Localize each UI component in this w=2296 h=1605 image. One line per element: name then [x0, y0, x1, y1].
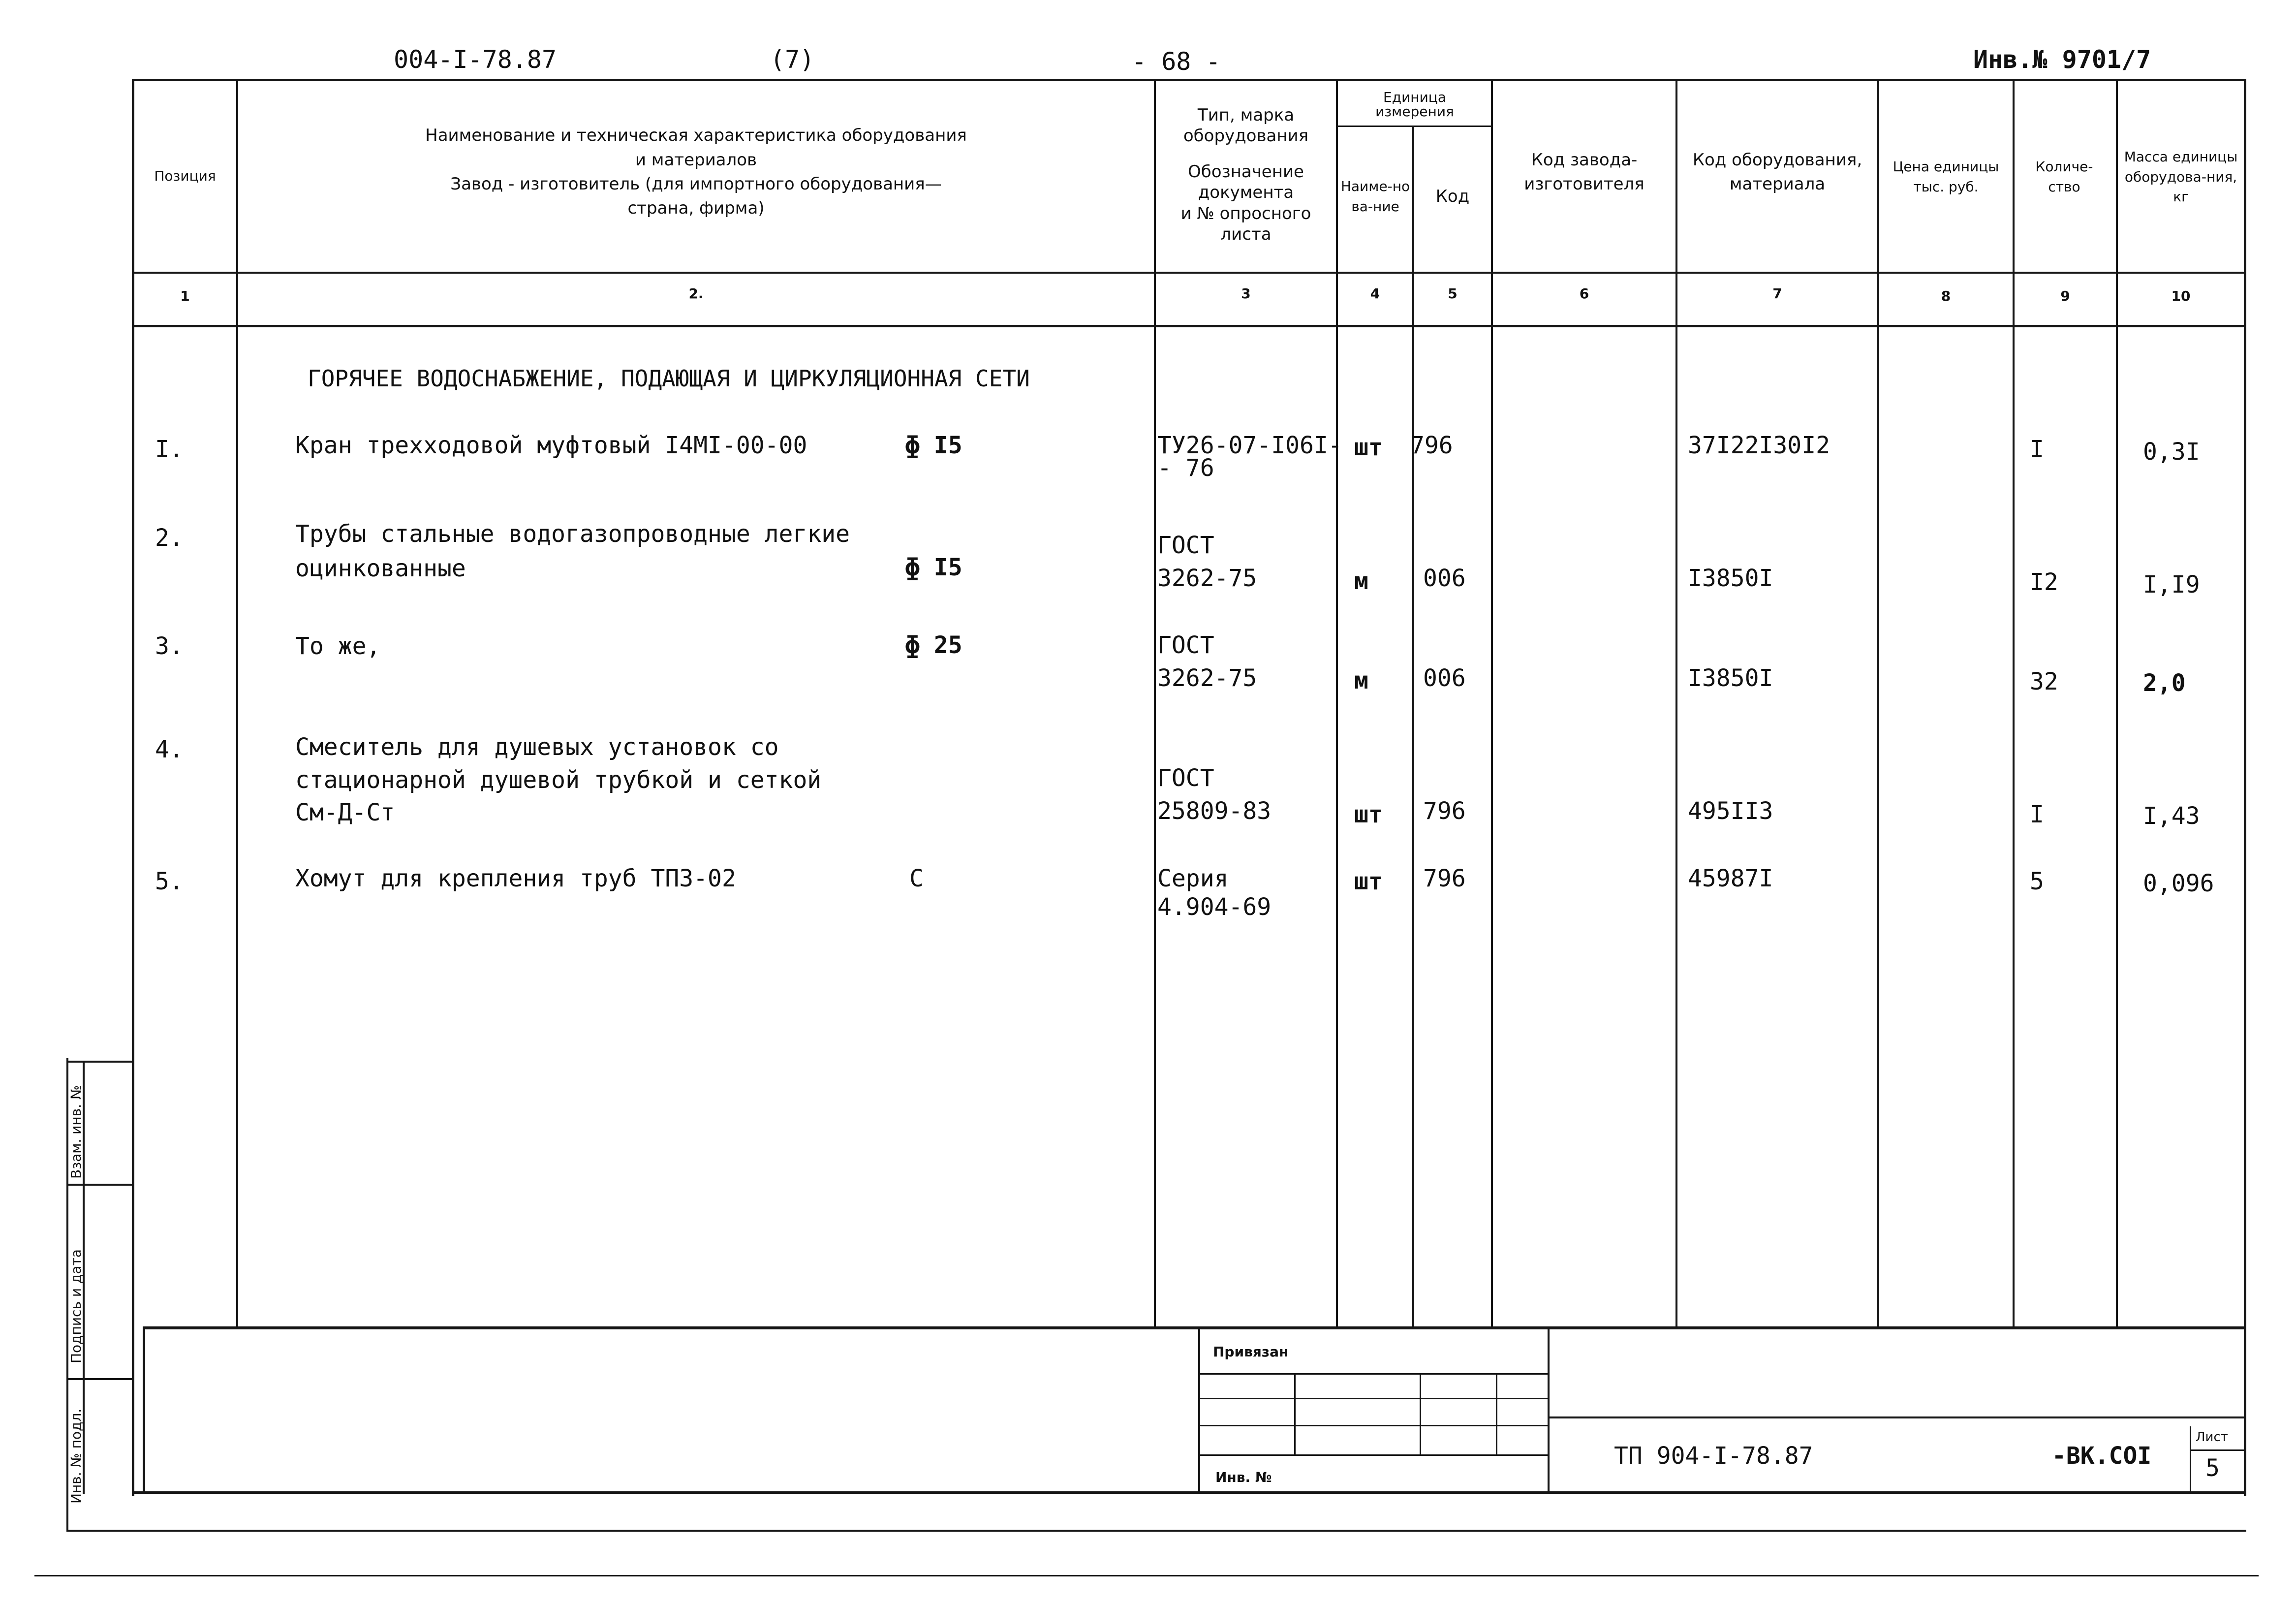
row-unit: м	[1354, 667, 1368, 694]
row-quantity: I	[2030, 436, 2044, 463]
col-num-4: 4	[1370, 285, 1380, 302]
col-num-6: 6	[1579, 285, 1589, 302]
row-quantity: I	[2030, 801, 2044, 828]
header-quantity: Количе-ство	[2035, 158, 2093, 195]
header-name-line1: Наименование и техническая характеристика оборудования	[425, 126, 967, 146]
col-num-10: 10	[2171, 288, 2191, 304]
header-name-line3: Завод - изготовитель (для импортного оборудования—	[450, 174, 942, 194]
row-name: Кран трехходовой муфтовый I4MI-00-00	[295, 432, 807, 459]
row-quantity: 32	[2030, 668, 2058, 695]
row-mass: I,43	[2143, 802, 2200, 830]
row-unit: шт	[1354, 801, 1383, 828]
row-doc: Серия	[1157, 865, 1229, 892]
row-position: 5.	[155, 868, 184, 895]
row-name: оцинкованные	[295, 555, 466, 582]
inventory-number: Инв.№ 9701/7	[1973, 45, 2151, 74]
header-type-line1: Тип, марка	[1197, 105, 1295, 125]
row-mass: I,I9	[2143, 571, 2200, 598]
header-name	[238, 98, 1154, 246]
col-num-9: 9	[2060, 288, 2070, 304]
row-doc: ГОСТ	[1157, 764, 1214, 792]
col-num-5: 5	[1448, 285, 1458, 302]
row-name: См-Д-Ст	[295, 799, 395, 826]
header-type-line6: листа	[1220, 224, 1272, 244]
row-quantity: I2	[2030, 568, 2058, 596]
row-size: ɸ I5	[905, 432, 962, 459]
row-mass: 0,096	[2143, 870, 2214, 897]
header-price: Цена единицы тыс. руб.	[1893, 158, 1999, 195]
header-mass: Масса единицы оборудова-ния, кг	[2124, 149, 2238, 205]
col-num-1: 1	[180, 288, 190, 304]
header-name-line2: и материалов	[635, 150, 757, 170]
row-mass: 0,3I	[2143, 438, 2200, 466]
header-type-line5: и № опросного	[1180, 203, 1311, 223]
row-position: 3.	[155, 632, 184, 660]
row-name: стационарной душевой трубкой и сеткой	[295, 766, 822, 794]
row-name: Смеситель для душевых установок со	[295, 733, 779, 761]
header-material-code: Код оборудования, материала	[1692, 150, 1862, 194]
row-doc: - 76	[1157, 454, 1214, 482]
header-unit-group: Единица измерения	[1375, 89, 1454, 120]
row-doc: 4.904-69	[1157, 893, 1272, 921]
row-unit-code: 796	[1423, 797, 1466, 825]
row-doc: 3262-75	[1157, 664, 1257, 692]
row-position: I.	[155, 436, 184, 463]
row-mass: 2,0	[2143, 669, 2186, 697]
header-type-doc	[1156, 96, 1336, 253]
row-size: ɸ I5	[905, 554, 962, 581]
page-marker: - 68 -	[1132, 47, 1221, 76]
original-inv-field: Инв. № подл.	[68, 1408, 84, 1504]
row-unit-code: 796	[1410, 432, 1453, 459]
row-material-code: I3850I	[1688, 664, 1773, 692]
sheet-number: 5	[2205, 1454, 2220, 1482]
header-type-line2: оборудования	[1183, 126, 1309, 146]
row-material-code: I3850I	[1688, 565, 1773, 592]
row-quantity: 5	[2030, 868, 2044, 895]
row-position: 2.	[155, 524, 184, 552]
header-unit-name: Наиме-нова-ние	[1340, 178, 1410, 215]
header-factory-code: Код завода-изготовителя	[1524, 150, 1644, 194]
section-title: ГОРЯЧЕЕ ВОДОСНАБЖЕНИЕ, ПОДАЮЩАЯ И ЦИРКУЛЯЦИОННАЯ СЕТИ	[308, 365, 1030, 392]
header-type-line3: Обозначение	[1188, 161, 1304, 182]
header-type-line4: документа	[1198, 183, 1294, 202]
row-unit: шт	[1354, 868, 1383, 895]
row-unit: м	[1354, 567, 1368, 595]
document-code: 004-I-78.87	[394, 45, 557, 74]
project-designation: ТП 904-I-78.87	[1614, 1442, 1813, 1470]
row-unit: шт	[1354, 434, 1383, 461]
replacement-inv-field: Взам. инв. №	[68, 1085, 84, 1179]
row-name: Трубы стальные водогазопроводные легкие	[295, 520, 850, 548]
row-material-code: 45987I	[1688, 865, 1773, 892]
sheet-label: Лист	[2196, 1430, 2228, 1445]
header-position: Позиция	[154, 168, 216, 185]
row-name: То же,	[295, 632, 381, 660]
header-name-line4: страна, фирма)	[627, 198, 765, 219]
signature-date-field: Подпись и дата	[68, 1249, 84, 1363]
header-unit-code: Код	[1435, 187, 1470, 207]
designation-suffix: -ВК.СОI	[2052, 1442, 2152, 1470]
row-doc: ТУ26-07-I06I-	[1157, 432, 1342, 459]
row-doc: 25809-83	[1157, 797, 1272, 825]
inv-label: Инв. №	[1215, 1469, 1272, 1485]
row-doc: 3262-75	[1157, 565, 1257, 592]
col-num-8: 8	[1941, 288, 1951, 304]
sub-number: (7)	[770, 45, 815, 74]
col-num-7: 7	[1772, 285, 1782, 302]
row-material-code: 495II3	[1688, 797, 1773, 825]
row-size: ɸ 25	[905, 631, 962, 659]
col-num-3: 3	[1241, 285, 1251, 302]
col-num-2: 2.	[688, 285, 704, 302]
row-position: 4.	[155, 736, 184, 763]
row-size: С	[909, 865, 924, 892]
row-doc: ГОСТ	[1157, 631, 1214, 659]
row-doc: ГОСТ	[1157, 532, 1214, 559]
row-unit-code: 006	[1423, 664, 1466, 692]
row-name: Хомут для крепления труб ТПЗ-02	[295, 865, 736, 892]
row-unit-code: 006	[1423, 565, 1466, 592]
bound-label: Привязан	[1213, 1344, 1289, 1360]
row-material-code: 37I22I30I2	[1688, 432, 1830, 459]
row-unit-code: 796	[1423, 865, 1466, 892]
